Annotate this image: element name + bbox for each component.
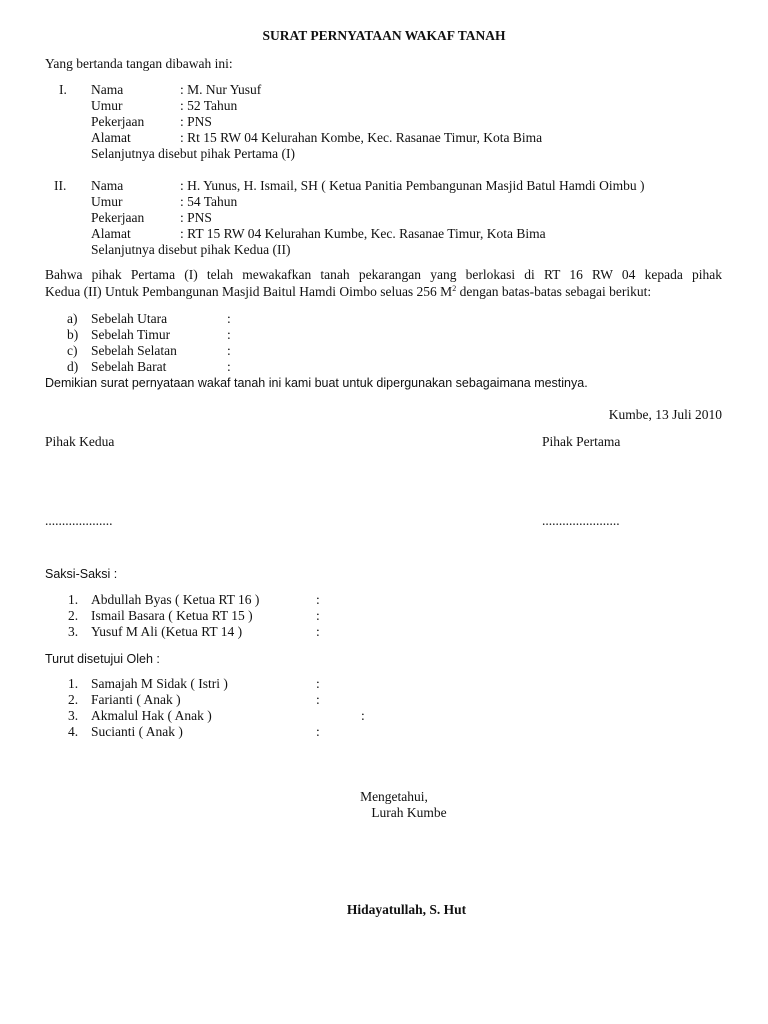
witness-colon: : <box>316 624 320 639</box>
witness-name: Yusuf M Ali (Ketua RT 14 ) <box>91 624 243 639</box>
field-label: Alamat <box>91 226 131 241</box>
field-label: Pekerjaan <box>91 114 145 129</box>
field-label: Pekerjaan <box>91 210 145 225</box>
field-value: : Rt 15 RW 04 Kelurahan Kombe, Kec. Rasanae Timur, Kota Bima <box>180 130 543 145</box>
superscript: 2 <box>452 284 457 293</box>
approver-colon: : <box>316 724 320 739</box>
field-value: : PNS <box>180 114 212 129</box>
boundary-label: Sebelah Utara <box>91 311 168 326</box>
boundary-colon: : <box>227 327 231 342</box>
field-label: Alamat <box>91 130 131 145</box>
field-value: : 52 Tahun <box>180 98 238 113</box>
boundary-label: Sebelah Timur <box>91 327 171 342</box>
list-number: 4. <box>68 724 79 739</box>
field-label: Nama <box>91 82 124 97</box>
signatory-right-label: Pihak Pertama <box>542 434 621 449</box>
document-title: SURAT PERNYATAAN WAKAF TANAH <box>262 28 506 43</box>
acknowledgement-official-name: Hidayatullah, S. Hut <box>346 902 467 917</box>
witness-colon: : <box>316 592 320 607</box>
boundary-colon: : <box>227 359 231 374</box>
field-label: Umur <box>91 98 123 113</box>
list-marker: d) <box>67 359 79 374</box>
list-number: 3. <box>68 624 79 639</box>
place-date: Kumbe, 13 Juli 2010 <box>608 407 722 422</box>
field-value: : H. Yunus, H. Ismail, SH ( Ketua Panitia Pembangunan Masjid Batul Hamdi Oimbu ) <box>180 178 645 193</box>
field-value: : M. Nur Yusuf <box>180 82 262 97</box>
closing-text: Demikian surat pernyataan wakaf tanah ini kami buat untuk dipergunakan sebagaimana mestinya. <box>45 376 588 390</box>
signature-line-right: ....................... <box>542 513 620 528</box>
intro-text: Yang bertanda tangan dibawah ini: <box>45 56 233 71</box>
witness-name: Abdullah Byas ( Ketua RT 16 ) <box>91 592 260 607</box>
list-number: 2. <box>68 608 79 623</box>
acknowledgement-line-2: Lurah Kumbe <box>371 805 447 820</box>
approval-heading: Turut disetujui Oleh : <box>45 652 160 666</box>
boundary-colon: : <box>227 343 231 358</box>
statement-text: dengan batas-batas sebagai berikut: <box>456 284 652 299</box>
list-number: 2. <box>68 692 79 707</box>
boundary-colon: : <box>227 311 231 326</box>
statement-line-1: Bahwa pihak Pertama (I) telah mewakafkan tanah pekarangan yang berlokasi di RT 16 RW 04 kepada pihak <box>45 267 722 282</box>
approver-colon: : <box>316 676 320 691</box>
party-second-designation: Selanjutnya disebut pihak Kedua (II) <box>91 242 291 257</box>
approver-name: Farianti ( Anak ) <box>91 692 181 707</box>
list-number: 1. <box>68 592 79 607</box>
signatory-left-label: Pihak Kedua <box>45 434 115 449</box>
acknowledgement-line-1: Mengetahui, <box>360 789 428 804</box>
boundary-label: Sebelah Selatan <box>91 343 177 358</box>
list-number: 1. <box>68 676 79 691</box>
witnesses-heading: Saksi-Saksi : <box>45 567 118 581</box>
list-marker: c) <box>67 343 78 358</box>
statement-text: Kedua (II) Untuk Pembangunan Masjid Baitul Hamdi Oimbo seluas 256 M <box>45 284 453 299</box>
approver-name: Akmalul Hak ( Anak ) <box>91 708 212 723</box>
boundary-label: Sebelah Barat <box>91 359 167 374</box>
list-marker: a) <box>67 311 78 326</box>
signature-line-left: .................... <box>45 513 113 528</box>
list-number: 3. <box>68 708 79 723</box>
approver-name: Sucianti ( Anak ) <box>91 724 183 739</box>
approver-name: Samajah M Sidak ( Istri ) <box>91 676 228 691</box>
approver-colon: : <box>316 692 320 707</box>
statement-line-2 <box>45 284 651 300</box>
list-marker: b) <box>67 327 79 342</box>
field-label: Nama <box>91 178 124 193</box>
field-value: : 54 Tahun <box>180 194 238 209</box>
field-label: Umur <box>91 194 123 209</box>
field-value: : PNS <box>180 210 212 225</box>
party-first-designation: Selanjutnya disebut pihak Pertama (I) <box>91 146 295 161</box>
approver-colon: : <box>361 708 365 723</box>
party-second-numeral: II. <box>54 178 67 193</box>
party-first-numeral: I. <box>59 82 67 97</box>
field-value: : RT 15 RW 04 Kelurahan Kumbe, Kec. Rasanae Timur, Kota Bima <box>180 226 546 241</box>
witness-colon: : <box>316 608 320 623</box>
witness-name: Ismail Basara ( Ketua RT 15 ) <box>91 608 253 623</box>
